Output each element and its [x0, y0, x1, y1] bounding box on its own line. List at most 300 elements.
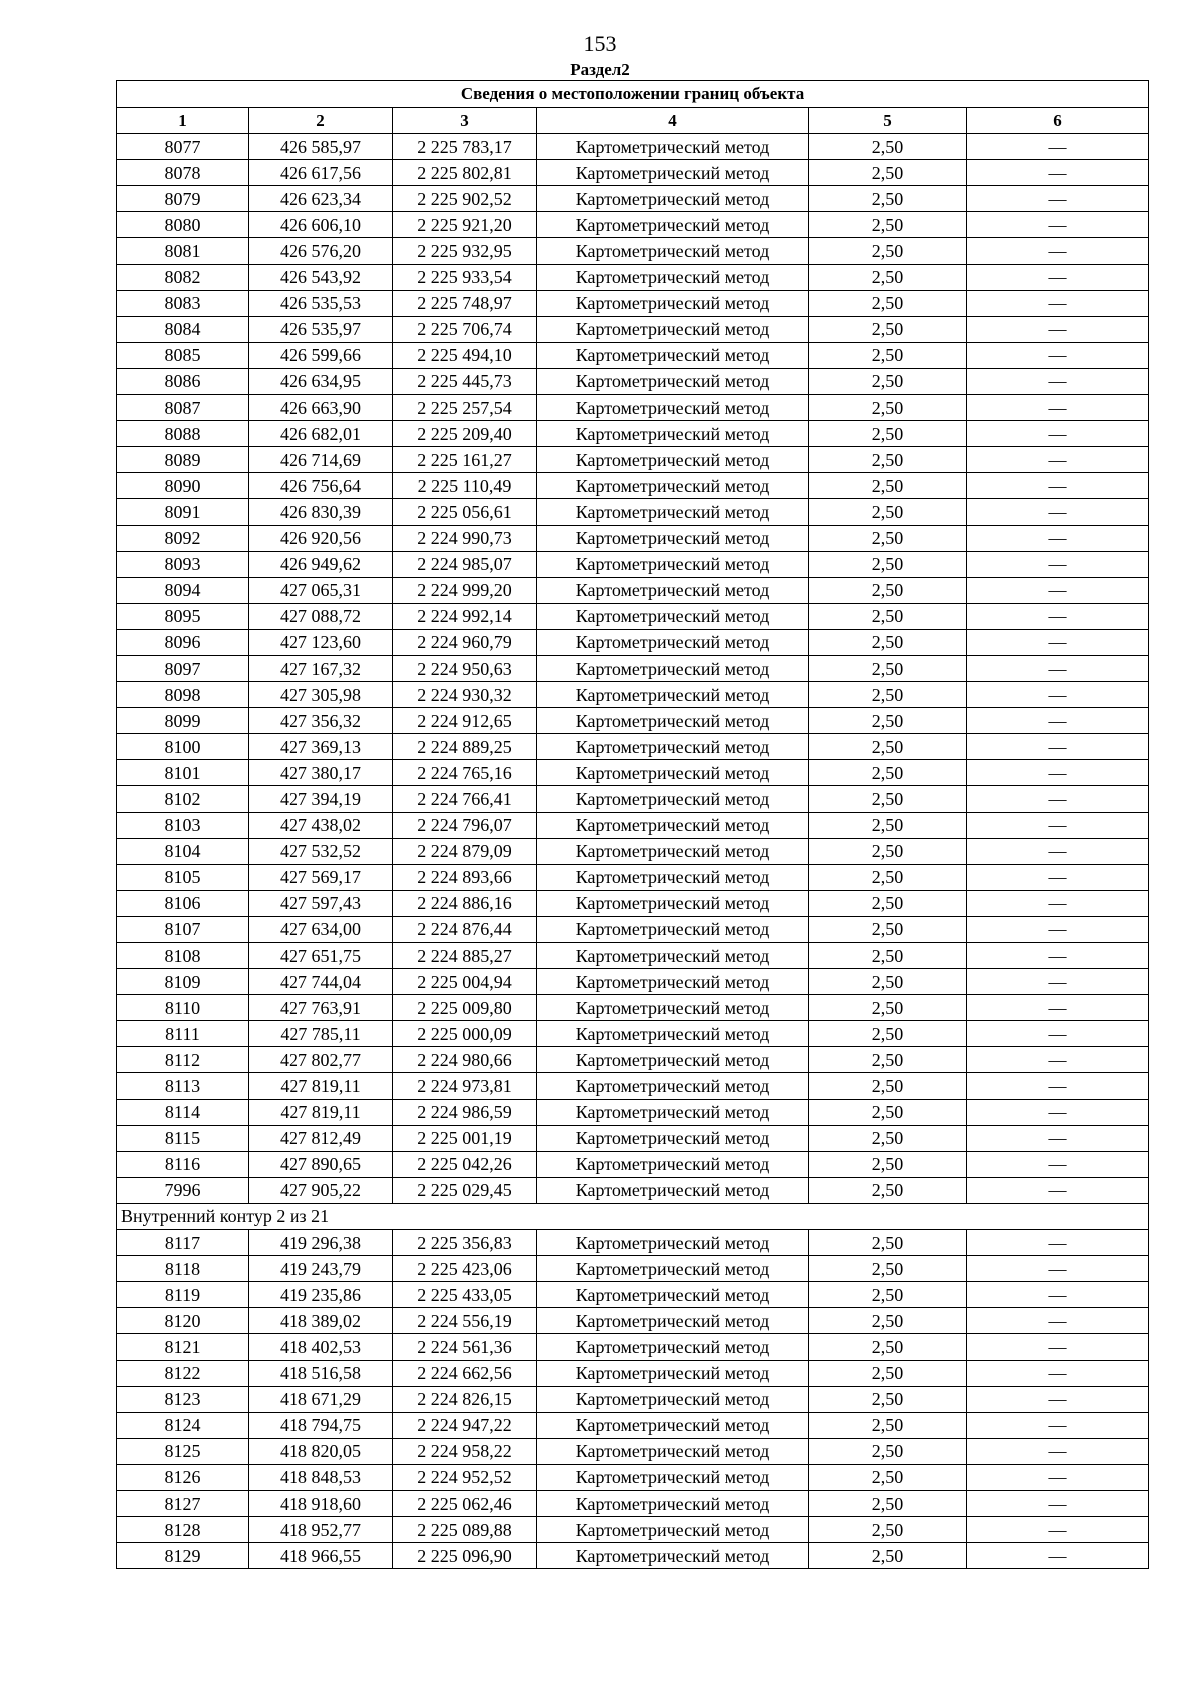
table-title: Сведения о местоположении границ объекта — [117, 81, 1149, 108]
cell-description: — — [967, 160, 1149, 186]
cell-accuracy: 2,50 — [809, 1490, 967, 1516]
cell-coord-y: 2 224 879,09 — [393, 838, 537, 864]
cell-coord-y: 2 225 902,52 — [393, 186, 537, 212]
table-row — [117, 368, 1149, 394]
column-header: 1 — [117, 108, 249, 134]
table-row — [117, 212, 1149, 238]
cell-accuracy: 2,50 — [809, 708, 967, 734]
cell-accuracy: 2,50 — [809, 916, 967, 942]
cell-point-number: 8126 — [117, 1464, 249, 1490]
cell-description: — — [967, 629, 1149, 655]
table-row — [117, 682, 1149, 708]
cell-coord-y: 2 224 960,79 — [393, 629, 537, 655]
cell-coord-y: 2 224 950,63 — [393, 655, 537, 681]
cell-coord-x: 427 812,49 — [249, 1125, 393, 1151]
cell-accuracy: 2,50 — [809, 943, 967, 969]
cell-point-number: 8100 — [117, 734, 249, 760]
cell-description: — — [967, 682, 1149, 708]
table-row — [117, 1412, 1149, 1438]
column-header: 2 — [249, 108, 393, 134]
cell-point-number: 8101 — [117, 760, 249, 786]
cell-accuracy: 2,50 — [809, 1151, 967, 1177]
table-row — [117, 290, 1149, 316]
cell-accuracy: 2,50 — [809, 1021, 967, 1047]
cell-point-number: 8121 — [117, 1334, 249, 1360]
table-row — [117, 943, 1149, 969]
cell-point-number: 8120 — [117, 1308, 249, 1334]
cell-point-number: 7996 — [117, 1177, 249, 1203]
cell-accuracy: 2,50 — [809, 1308, 967, 1334]
cell-accuracy: 2,50 — [809, 1543, 967, 1569]
cell-point-number: 8087 — [117, 395, 249, 421]
cell-accuracy: 2,50 — [809, 395, 967, 421]
cell-accuracy: 2,50 — [809, 238, 967, 264]
cell-coord-x: 427 905,22 — [249, 1177, 393, 1203]
column-header: 4 — [537, 108, 809, 134]
cell-method: Картометрический метод — [537, 943, 809, 969]
cell-description: — — [967, 734, 1149, 760]
table-row — [117, 1073, 1149, 1099]
table-row — [117, 421, 1149, 447]
cell-method: Картометрический метод — [537, 186, 809, 212]
cell-coord-x: 426 599,66 — [249, 342, 393, 368]
column-header-row — [117, 108, 1149, 134]
cell-coord-x: 418 671,29 — [249, 1386, 393, 1412]
table-row — [117, 447, 1149, 473]
cell-point-number: 8084 — [117, 316, 249, 342]
cell-accuracy: 2,50 — [809, 629, 967, 655]
cell-point-number: 8077 — [117, 134, 249, 160]
cell-coord-x: 427 763,91 — [249, 995, 393, 1021]
table-row — [117, 1490, 1149, 1516]
cell-coord-y: 2 225 433,05 — [393, 1282, 537, 1308]
table-row — [117, 760, 1149, 786]
cell-accuracy: 2,50 — [809, 1517, 967, 1543]
cell-coord-x: 427 819,11 — [249, 1099, 393, 1125]
table-row — [117, 629, 1149, 655]
cell-method: Картометрический метод — [537, 551, 809, 577]
cell-point-number: 8091 — [117, 499, 249, 525]
cell-coord-x: 427 890,65 — [249, 1151, 393, 1177]
cell-accuracy: 2,50 — [809, 760, 967, 786]
cell-method: Картометрический метод — [537, 708, 809, 734]
cell-coord-y: 2 224 662,56 — [393, 1360, 537, 1386]
table-row — [117, 473, 1149, 499]
cell-description: — — [967, 1386, 1149, 1412]
cell-accuracy: 2,50 — [809, 1360, 967, 1386]
cell-coord-x: 426 663,90 — [249, 395, 393, 421]
cell-accuracy: 2,50 — [809, 577, 967, 603]
cell-coord-y: 2 225 089,88 — [393, 1517, 537, 1543]
cell-method: Картометрический метод — [537, 473, 809, 499]
cell-coord-y: 2 224 952,52 — [393, 1464, 537, 1490]
cell-description: — — [967, 577, 1149, 603]
cell-point-number: 8094 — [117, 577, 249, 603]
cell-description: — — [967, 655, 1149, 681]
cell-coord-y: 2 225 062,46 — [393, 1490, 537, 1516]
cell-point-number: 8097 — [117, 655, 249, 681]
cell-description: — — [967, 212, 1149, 238]
cell-description: — — [967, 603, 1149, 629]
cell-coord-x: 426 585,97 — [249, 134, 393, 160]
cell-accuracy: 2,50 — [809, 603, 967, 629]
cell-method: Картометрический метод — [537, 1230, 809, 1256]
cell-accuracy: 2,50 — [809, 1047, 967, 1073]
cell-coord-y: 2 225 161,27 — [393, 447, 537, 473]
table-row — [117, 264, 1149, 290]
cell-coord-y: 2 225 933,54 — [393, 264, 537, 290]
cell-accuracy: 2,50 — [809, 786, 967, 812]
cell-description: — — [967, 473, 1149, 499]
cell-coord-y: 2 225 110,49 — [393, 473, 537, 499]
cell-method: Картометрический метод — [537, 290, 809, 316]
cell-coord-y: 2 225 445,73 — [393, 368, 537, 394]
cell-description: — — [967, 1230, 1149, 1256]
table-row — [117, 1464, 1149, 1490]
cell-coord-y: 2 224 985,07 — [393, 551, 537, 577]
page-number: 153 — [583, 31, 617, 56]
cell-coord-x: 426 623,34 — [249, 186, 393, 212]
cell-point-number: 8112 — [117, 1047, 249, 1073]
cell-point-number: 8117 — [117, 1230, 249, 1256]
cell-coord-y: 2 224 893,66 — [393, 864, 537, 890]
cell-coord-y: 2 225 096,90 — [393, 1543, 537, 1569]
cell-accuracy: 2,50 — [809, 1256, 967, 1282]
cell-point-number: 8109 — [117, 969, 249, 995]
cell-point-number: 8113 — [117, 1073, 249, 1099]
cell-point-number: 8123 — [117, 1386, 249, 1412]
cell-method: Картометрический метод — [537, 499, 809, 525]
cell-method: Картометрический метод — [537, 577, 809, 603]
cell-coord-y: 2 224 561,36 — [393, 1334, 537, 1360]
cell-coord-x: 419 296,38 — [249, 1230, 393, 1256]
cell-coord-x: 426 606,10 — [249, 212, 393, 238]
cell-description: — — [967, 134, 1149, 160]
cell-coord-x: 427 634,00 — [249, 916, 393, 942]
cell-coord-x: 426 714,69 — [249, 447, 393, 473]
cell-accuracy: 2,50 — [809, 1386, 967, 1412]
cell-coord-y: 2 224 999,20 — [393, 577, 537, 603]
cell-coord-x: 427 356,32 — [249, 708, 393, 734]
cell-point-number: 8105 — [117, 864, 249, 890]
cell-accuracy: 2,50 — [809, 499, 967, 525]
table-row — [117, 316, 1149, 342]
cell-method: Картометрический метод — [537, 838, 809, 864]
cell-method: Картометрический метод — [537, 760, 809, 786]
cell-coord-x: 418 952,77 — [249, 1517, 393, 1543]
cell-point-number: 8122 — [117, 1360, 249, 1386]
cell-method: Картометрический метод — [537, 1256, 809, 1282]
cell-accuracy: 2,50 — [809, 995, 967, 1021]
cell-method: Картометрический метод — [537, 1021, 809, 1047]
cell-method: Картометрический метод — [537, 1386, 809, 1412]
cell-point-number: 8114 — [117, 1099, 249, 1125]
cell-point-number: 8129 — [117, 1543, 249, 1569]
cell-description: — — [967, 421, 1149, 447]
cell-method: Картометрический метод — [537, 1464, 809, 1490]
cell-description: — — [967, 916, 1149, 942]
cell-coord-x: 426 830,39 — [249, 499, 393, 525]
cell-accuracy: 2,50 — [809, 290, 967, 316]
cell-description: — — [967, 1073, 1149, 1099]
table-row — [117, 577, 1149, 603]
cell-coord-y: 2 224 912,65 — [393, 708, 537, 734]
table-row — [117, 734, 1149, 760]
cell-coord-x: 418 794,75 — [249, 1412, 393, 1438]
cell-accuracy: 2,50 — [809, 838, 967, 864]
cell-point-number: 8085 — [117, 342, 249, 368]
table-row — [117, 995, 1149, 1021]
cell-coord-y: 2 225 000,09 — [393, 1021, 537, 1047]
cell-description: — — [967, 447, 1149, 473]
table-row — [117, 1177, 1149, 1203]
table-row — [117, 1099, 1149, 1125]
cell-coord-y: 2 224 765,16 — [393, 760, 537, 786]
cell-point-number: 8110 — [117, 995, 249, 1021]
cell-point-number: 8119 — [117, 1282, 249, 1308]
cell-description: — — [967, 786, 1149, 812]
cell-coord-y: 2 225 042,26 — [393, 1151, 537, 1177]
cell-method: Картометрический метод — [537, 264, 809, 290]
cell-method: Картометрический метод — [537, 238, 809, 264]
cell-coord-y: 2 224 958,22 — [393, 1438, 537, 1464]
cell-coord-y: 2 225 423,06 — [393, 1256, 537, 1282]
cell-coord-x: 427 569,17 — [249, 864, 393, 890]
cell-description: — — [967, 342, 1149, 368]
cell-coord-x: 418 848,53 — [249, 1464, 393, 1490]
cell-method: Картометрический метод — [537, 629, 809, 655]
cell-point-number: 8116 — [117, 1151, 249, 1177]
cell-method: Картометрический метод — [537, 1490, 809, 1516]
cell-coord-y: 2 224 826,15 — [393, 1386, 537, 1412]
cell-accuracy: 2,50 — [809, 160, 967, 186]
cell-description: — — [967, 499, 1149, 525]
cell-coord-y: 2 225 802,81 — [393, 160, 537, 186]
cell-coord-y: 2 224 885,27 — [393, 943, 537, 969]
cell-description: — — [967, 995, 1149, 1021]
cell-method: Картометрический метод — [537, 1412, 809, 1438]
cell-point-number: 8078 — [117, 160, 249, 186]
cell-accuracy: 2,50 — [809, 812, 967, 838]
boundary-table — [116, 80, 1149, 1569]
cell-accuracy: 2,50 — [809, 1412, 967, 1438]
cell-method: Картометрический метод — [537, 916, 809, 942]
cell-coord-y: 2 225 009,80 — [393, 995, 537, 1021]
cell-accuracy: 2,50 — [809, 525, 967, 551]
cell-point-number: 8107 — [117, 916, 249, 942]
cell-coord-x: 427 123,60 — [249, 629, 393, 655]
cell-coord-y: 2 224 973,81 — [393, 1073, 537, 1099]
cell-coord-x: 427 380,17 — [249, 760, 393, 786]
cell-point-number: 8124 — [117, 1412, 249, 1438]
column-header: 6 — [967, 108, 1149, 134]
table-row — [117, 812, 1149, 838]
cell-accuracy: 2,50 — [809, 1125, 967, 1151]
cell-method: Картометрический метод — [537, 786, 809, 812]
cell-method: Картометрический метод — [537, 864, 809, 890]
table-row — [117, 551, 1149, 577]
cell-method: Картометрический метод — [537, 342, 809, 368]
cell-accuracy: 2,50 — [809, 473, 967, 499]
cell-accuracy: 2,50 — [809, 264, 967, 290]
cell-description: — — [967, 1543, 1149, 1569]
cell-method: Картометрический метод — [537, 1360, 809, 1386]
table-row — [117, 342, 1149, 368]
cell-description: — — [967, 1151, 1149, 1177]
cell-method: Картометрический метод — [537, 160, 809, 186]
cell-point-number: 8093 — [117, 551, 249, 577]
cell-description: — — [967, 864, 1149, 890]
cell-method: Картометрический метод — [537, 395, 809, 421]
cell-coord-y: 2 224 986,59 — [393, 1099, 537, 1125]
cell-method: Картометрический метод — [537, 969, 809, 995]
cell-description: — — [967, 890, 1149, 916]
cell-point-number: 8092 — [117, 525, 249, 551]
cell-description: — — [967, 708, 1149, 734]
cell-coord-x: 427 819,11 — [249, 1073, 393, 1099]
cell-coord-y: 2 225 356,83 — [393, 1230, 537, 1256]
cell-method: Картометрический метод — [537, 1047, 809, 1073]
table-row — [117, 1021, 1149, 1047]
cell-method: Картометрический метод — [537, 368, 809, 394]
cell-coord-y: 2 225 001,19 — [393, 1125, 537, 1151]
cell-coord-y: 2 224 796,07 — [393, 812, 537, 838]
cell-accuracy: 2,50 — [809, 890, 967, 916]
cell-method: Картометрический метод — [537, 447, 809, 473]
column-header: 3 — [393, 108, 537, 134]
cell-coord-x: 426 756,64 — [249, 473, 393, 499]
cell-method: Картометрический метод — [537, 212, 809, 238]
cell-description: — — [967, 1438, 1149, 1464]
cell-description: — — [967, 838, 1149, 864]
cell-coord-y: 2 225 029,45 — [393, 1177, 537, 1203]
cell-method: Картометрический метод — [537, 734, 809, 760]
cell-accuracy: 2,50 — [809, 1177, 967, 1203]
table-row — [117, 1282, 1149, 1308]
cell-accuracy: 2,50 — [809, 969, 967, 995]
cell-coord-y: 2 225 706,74 — [393, 316, 537, 342]
cell-coord-x: 426 576,20 — [249, 238, 393, 264]
column-header: 5 — [809, 108, 967, 134]
cell-method: Картометрический метод — [537, 812, 809, 838]
cell-description: — — [967, 1308, 1149, 1334]
cell-coord-x: 419 243,79 — [249, 1256, 393, 1282]
cell-method: Картометрический метод — [537, 134, 809, 160]
cell-point-number: 8079 — [117, 186, 249, 212]
cell-description: — — [967, 551, 1149, 577]
cell-coord-y: 2 225 748,97 — [393, 290, 537, 316]
cell-coord-x: 427 088,72 — [249, 603, 393, 629]
cell-method: Картометрический метод — [537, 1099, 809, 1125]
cell-coord-x: 427 532,52 — [249, 838, 393, 864]
table-row — [117, 499, 1149, 525]
table-row — [117, 186, 1149, 212]
table-row — [117, 238, 1149, 264]
cell-point-number: 8102 — [117, 786, 249, 812]
cell-method: Картометрический метод — [537, 1151, 809, 1177]
cell-coord-x: 426 920,56 — [249, 525, 393, 551]
cell-coord-y: 2 224 992,14 — [393, 603, 537, 629]
cell-method: Картометрический метод — [537, 995, 809, 1021]
table-row — [117, 916, 1149, 942]
cell-coord-x: 419 235,86 — [249, 1282, 393, 1308]
cell-point-number: 8108 — [117, 943, 249, 969]
cell-method: Картометрический метод — [537, 655, 809, 681]
cell-coord-y: 2 224 556,19 — [393, 1308, 537, 1334]
cell-coord-y: 2 225 209,40 — [393, 421, 537, 447]
cell-point-number: 8082 — [117, 264, 249, 290]
cell-accuracy: 2,50 — [809, 1438, 967, 1464]
cell-coord-x: 427 167,32 — [249, 655, 393, 681]
cell-description: — — [967, 1517, 1149, 1543]
cell-accuracy: 2,50 — [809, 134, 967, 160]
table-row — [117, 838, 1149, 864]
cell-description: — — [967, 943, 1149, 969]
table-row — [117, 1386, 1149, 1412]
cell-description: — — [967, 1464, 1149, 1490]
cell-coord-x: 427 597,43 — [249, 890, 393, 916]
cell-accuracy: 2,50 — [809, 1282, 967, 1308]
cell-coord-x: 418 966,55 — [249, 1543, 393, 1569]
cell-accuracy: 2,50 — [809, 186, 967, 212]
cell-description: — — [967, 1099, 1149, 1125]
table-row — [117, 525, 1149, 551]
table-row — [117, 395, 1149, 421]
contour-caption: Внутренний контур 2 из 21 — [117, 1203, 1149, 1229]
cell-accuracy: 2,50 — [809, 734, 967, 760]
cell-coord-x: 427 438,02 — [249, 812, 393, 838]
cell-method: Картометрический метод — [537, 1308, 809, 1334]
cell-point-number: 8111 — [117, 1021, 249, 1047]
cell-method: Картометрический метод — [537, 1517, 809, 1543]
cell-coord-y: 2 225 056,61 — [393, 499, 537, 525]
cell-point-number: 8098 — [117, 682, 249, 708]
cell-coord-x: 427 651,75 — [249, 943, 393, 969]
cell-description: — — [967, 760, 1149, 786]
cell-description: — — [967, 1490, 1149, 1516]
cell-coord-y: 2 225 494,10 — [393, 342, 537, 368]
cell-accuracy: 2,50 — [809, 864, 967, 890]
cell-coord-y: 2 224 930,32 — [393, 682, 537, 708]
cell-point-number: 8095 — [117, 603, 249, 629]
table-row — [117, 1047, 1149, 1073]
table-row — [117, 890, 1149, 916]
cell-point-number: 8125 — [117, 1438, 249, 1464]
cell-method: Картометрический метод — [537, 682, 809, 708]
cell-description: — — [967, 290, 1149, 316]
cell-point-number: 8127 — [117, 1490, 249, 1516]
cell-accuracy: 2,50 — [809, 1334, 967, 1360]
cell-coord-y: 2 224 990,73 — [393, 525, 537, 551]
cell-point-number: 8086 — [117, 368, 249, 394]
cell-coord-y: 2 224 947,22 — [393, 1412, 537, 1438]
cell-accuracy: 2,50 — [809, 1073, 967, 1099]
cell-description: — — [967, 1256, 1149, 1282]
cell-accuracy: 2,50 — [809, 342, 967, 368]
cell-point-number: 8080 — [117, 212, 249, 238]
cell-point-number: 8106 — [117, 890, 249, 916]
cell-accuracy: 2,50 — [809, 421, 967, 447]
cell-coord-y: 2 225 004,94 — [393, 969, 537, 995]
table-row — [117, 1360, 1149, 1386]
cell-point-number: 8103 — [117, 812, 249, 838]
table-row — [117, 1517, 1149, 1543]
cell-accuracy: 2,50 — [809, 1464, 967, 1490]
table-row — [117, 1125, 1149, 1151]
cell-accuracy: 2,50 — [809, 368, 967, 394]
cell-point-number: 8090 — [117, 473, 249, 499]
cell-method: Картометрический метод — [537, 1177, 809, 1203]
